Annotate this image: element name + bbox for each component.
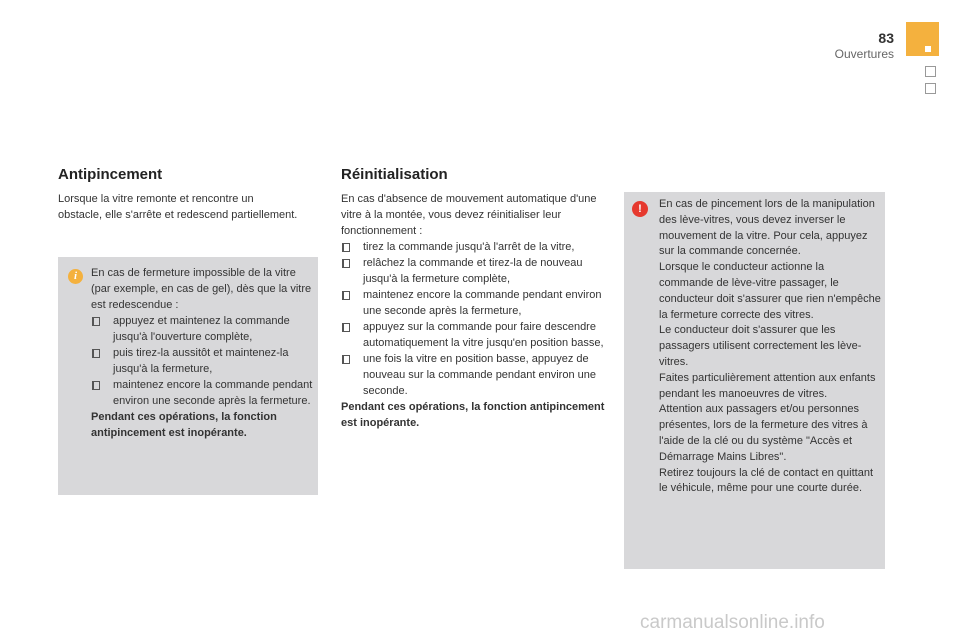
info-icon: i	[68, 269, 83, 284]
list-item: puis tirez-la aussitôt et maintenez-la jusqu'à la fermeture,	[91, 345, 313, 377]
nav-box-1[interactable]	[925, 66, 936, 77]
reinitialisation-note: Pendant ces opérations, la fonction antipincement est inopérante.	[341, 401, 605, 429]
list-item: maintenez encore la commande pendant environ une seconde après la fermeture.	[91, 377, 313, 409]
list-item: relâchez la commande et tirez-la de nouveau jusqu'à la fermeture complète,	[341, 255, 611, 287]
antipincement-title: Antipincement	[58, 166, 163, 183]
watermark[interactable]: carmanualsonline.info	[640, 612, 825, 633]
warning-paragraph: Lorsque le conducteur actionne la commande de lève-vitre passager, le conducteur doit s'assurer que rien n'empêche la fermeture correcte des vitres.	[659, 261, 881, 321]
reinitialisation-body	[341, 191, 611, 431]
nav-box-2[interactable]	[925, 83, 936, 94]
reinitialisation-intro: En cas d'absence de mouvement automatique d'une vitre à la montée, vous devez réinitialiser leur fonctionnement :	[341, 193, 597, 237]
list-item: maintenez encore la commande pendant environ une seconde après la fermeture,	[341, 287, 611, 319]
tab-marker-icon	[925, 46, 931, 52]
warning-box	[624, 192, 885, 569]
warning-paragraph: En cas de pincement lors de la manipulation des lève-vitres, vous devez inverser le mouvement de la vitre. Pour cela, appuyez sur la commande concernée.	[659, 198, 875, 258]
section-label: Ouvertures	[834, 47, 894, 61]
warning-icon: !	[632, 201, 648, 217]
info-box-text: En cas de fermeture impossible de la vitre (par exemple, en cas de gel), dès que la vitre est redescendue :	[91, 267, 312, 311]
warning-paragraph: Faites particulièrement attention aux enfants pendant les manoeuvres de vitres.	[659, 371, 876, 400]
list-item: une fois la vitre en position basse, appuyez de nouveau sur la commande pendant environ une seconde.	[341, 351, 611, 399]
warning-paragraph: Attention aux passagers et/ou personnes présentes, lors de la fermeture des vitres à l'aide de la clé ou du système "Accès et Démarrage Mains Libres".	[659, 403, 868, 463]
list-item: tirez la commande jusqu'à l'arrêt de la vitre,	[341, 239, 611, 255]
list-item: appuyez et maintenez la commande jusqu'à l'ouverture complète,	[91, 313, 313, 345]
section-tab[interactable]	[906, 22, 939, 56]
info-box-bullets	[91, 313, 313, 409]
info-box-content	[91, 265, 313, 441]
antipincement-intro: Lorsque la vitre remonte et rencontre un obstacle, elle s'arrête et redescend partiellement.	[58, 193, 298, 221]
warning-box-content	[659, 197, 881, 497]
reinitialisation-title: Réinitialisation	[341, 166, 448, 183]
reinitialisation-bullets	[341, 239, 611, 399]
warning-paragraph: Le conducteur doit s'assurer que les passagers utilisent correctement les lève-vitres.	[659, 324, 862, 368]
page-number: 83	[878, 30, 894, 46]
list-item: appuyez sur la commande pour faire descendre automatiquement la vitre jusqu'en position basse,	[341, 319, 611, 351]
info-box-note: Pendant ces opérations, la fonction antipincement est inopérante.	[91, 411, 277, 439]
warning-paragraph: Retirez toujours la clé de contact en quittant le véhicule, même pour une courte durée.	[659, 466, 874, 495]
info-box	[58, 257, 318, 495]
